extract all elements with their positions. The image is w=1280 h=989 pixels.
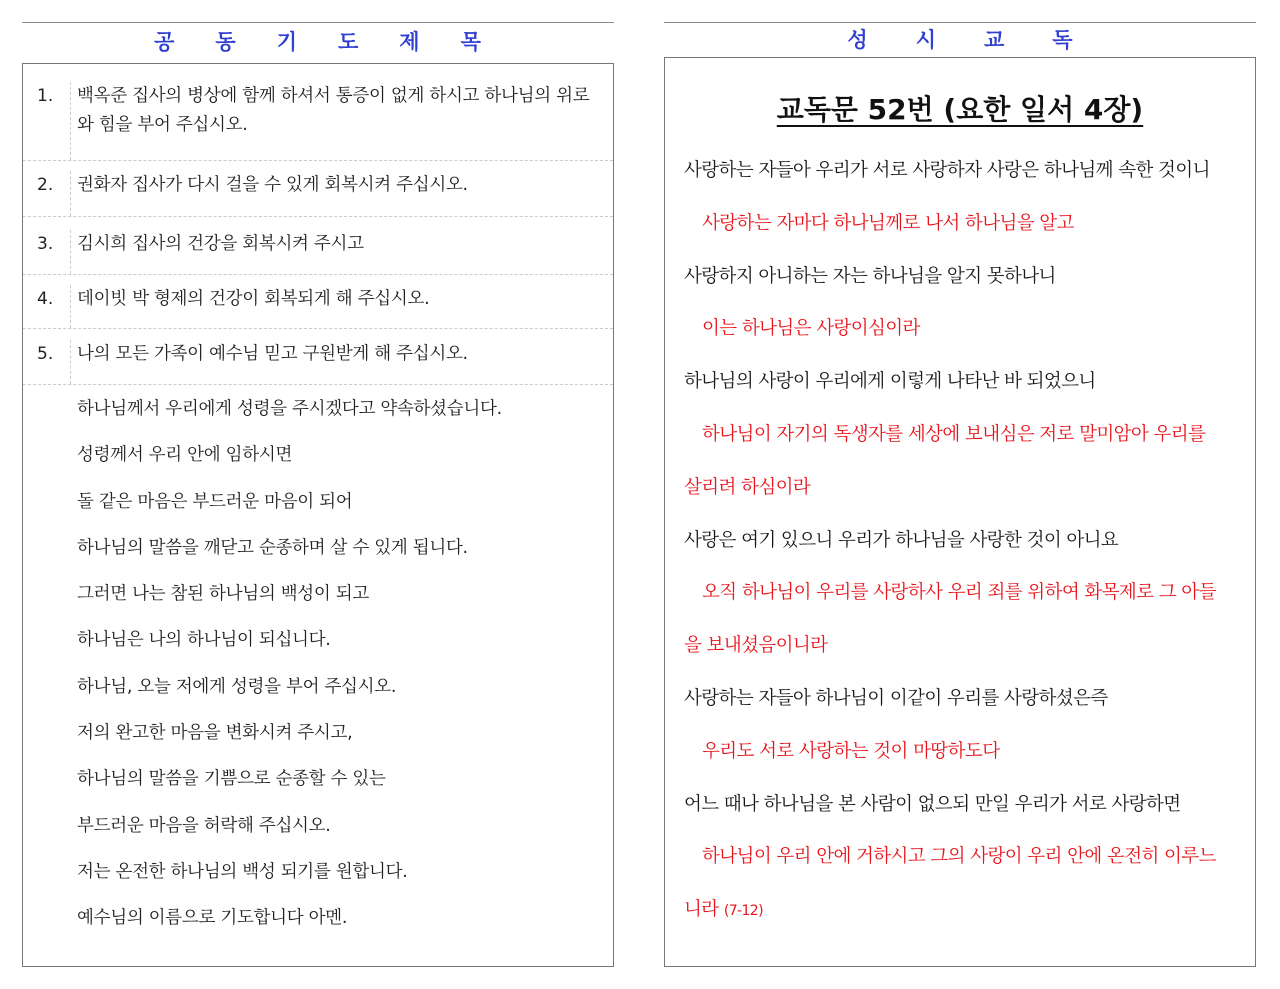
title-char: 독 [1052,28,1073,52]
reading-heading [665,88,1255,128]
prayer-request-item [23,275,613,329]
prayer-request-item [23,161,613,217]
prayer-line: 부드러운 마음을 허락해 주십시오. [77,815,331,836]
prayer-line: 돌 같은 마음은 부드러운 마음이 되어 [77,491,353,512]
item-text: 백옥준 집사의 병상에 함께 하셔서 통증이 없게 하시고 하나님의 위로와 힘을 부어 주십시오. [77,86,590,135]
title-char: 성 [847,28,868,52]
leader-line: 사랑하는 자들아 우리가 서로 사랑하자 사랑은 하나님께 속한 것이니 [684,160,1210,181]
title-char: 도 [338,30,360,54]
title-char: 기 [276,30,298,54]
response-line-continued [684,895,1249,948]
prayer-line: 저는 온전한 하나님의 백성 되기를 원합니다. [77,861,408,882]
leader-line: 하나님의 사랑이 우리에게 이렇게 나타난 바 되었으니 [684,371,1096,393]
leader-line: 사랑하는 자들아 하나님이 이같이 우리를 사랑하셨은즉 [684,687,1108,709]
response-line: 오직 하나님이 우리를 사랑하사 우리 죄를 위하여 화목제로 그 아들 [702,582,1216,604]
title-char: 시 [915,28,936,52]
prayer-request-item [23,64,613,161]
title-char: 동 [215,30,237,54]
title-char: 공 [154,30,176,54]
prayer-line: 그러면 나는 참된 하나님의 백성이 되고 [77,584,369,605]
responsive-reading-title [664,24,1256,54]
title-char: 제 [399,30,421,54]
right-top-rule [664,22,1256,23]
prayer-line: 하나님께서 우리에게 성령을 주시겠다고 약속하셨습니다. [77,399,502,419]
item-text: 데이빗 박 형제의 건강이 회복되게 해 주십시오. [77,289,430,309]
response-line: 이는 하나님은 사랑이심이라 [702,318,920,340]
leader-line: 어느 때나 하나님을 본 사람이 없으되 만일 우리가 서로 사랑하면 [684,793,1181,815]
title-char: 교 [984,28,1005,52]
leader-line: 사랑하지 아니하는 자는 하나님을 알지 못하나니 [684,265,1056,287]
response-line-continued: 을 보내셨음이니라 [684,635,828,657]
prayer-request-item [23,217,613,275]
prayer-line: 하나님은 나의 하나님이 되십니다. [77,630,331,651]
title-char: 목 [460,30,482,54]
prayer-line: 저의 완고한 마음을 변화시켜 주시고, [77,723,353,744]
prayer-topics-title [22,26,614,56]
response-final-text: 니라 [684,899,719,921]
reading-heading-text: 교독문 52번 (요한 일서 4장) [776,93,1144,126]
prayer-line: 하나님, 오늘 저에게 성령을 부어 주십시오. [77,676,397,697]
response-line-continued: 살리려 하심이라 [684,476,811,498]
item-text: 권화자 집사가 다시 걸을 수 있게 회복시켜 주십시오. [77,175,468,195]
item-number: 3. [23,230,71,274]
item-number: 5. [23,340,71,384]
response-line: 하나님이 자기의 독생자를 세상에 보내심은 저로 말미암아 우리를 [702,423,1206,445]
prayer-panel [22,63,614,967]
left-top-rule [22,22,614,23]
item-number: 1. [23,82,71,160]
reading-lines [684,156,1249,948]
item-number: 4. [23,285,71,328]
item-text: 나의 모든 가족이 예수님 믿고 구원받게 해 주십시오. [77,344,468,364]
prayer-request-item [23,329,613,385]
prayer-line: 예수님의 이름으로 기도합니다 아멘. [77,908,348,929]
response-line: 사랑하는 자마다 하나님께로 나서 하나님을 알고 [702,212,1074,234]
item-text: 김시희 집사의 건강을 회복시켜 주시고 [77,234,364,254]
item-number: 2. [23,171,71,216]
prayer-line: 하나님의 말씀을 깨닫고 순종하며 살 수 있게 됩니다. [77,537,468,558]
leader-line: 사랑은 여기 있으니 우리가 하나님을 사랑한 것이 아니요 [684,529,1119,551]
prayer-line: 하나님의 말씀을 기쁨으로 순종할 수 있는 [77,769,386,790]
response-line: 우리도 서로 사랑하는 것이 마땅하도다 [702,740,1000,762]
prayer-line: 성령께서 우리 안에 임하시면 [77,445,293,466]
common-prayer-text [77,394,597,950]
verse-reference: (7-12) [723,903,763,920]
prayer-request-list [23,64,613,385]
response-line: 하나님이 우리 안에 거하시고 그의 사랑이 우리 안에 온전히 이루느 [702,846,1216,868]
reading-panel [664,57,1256,967]
